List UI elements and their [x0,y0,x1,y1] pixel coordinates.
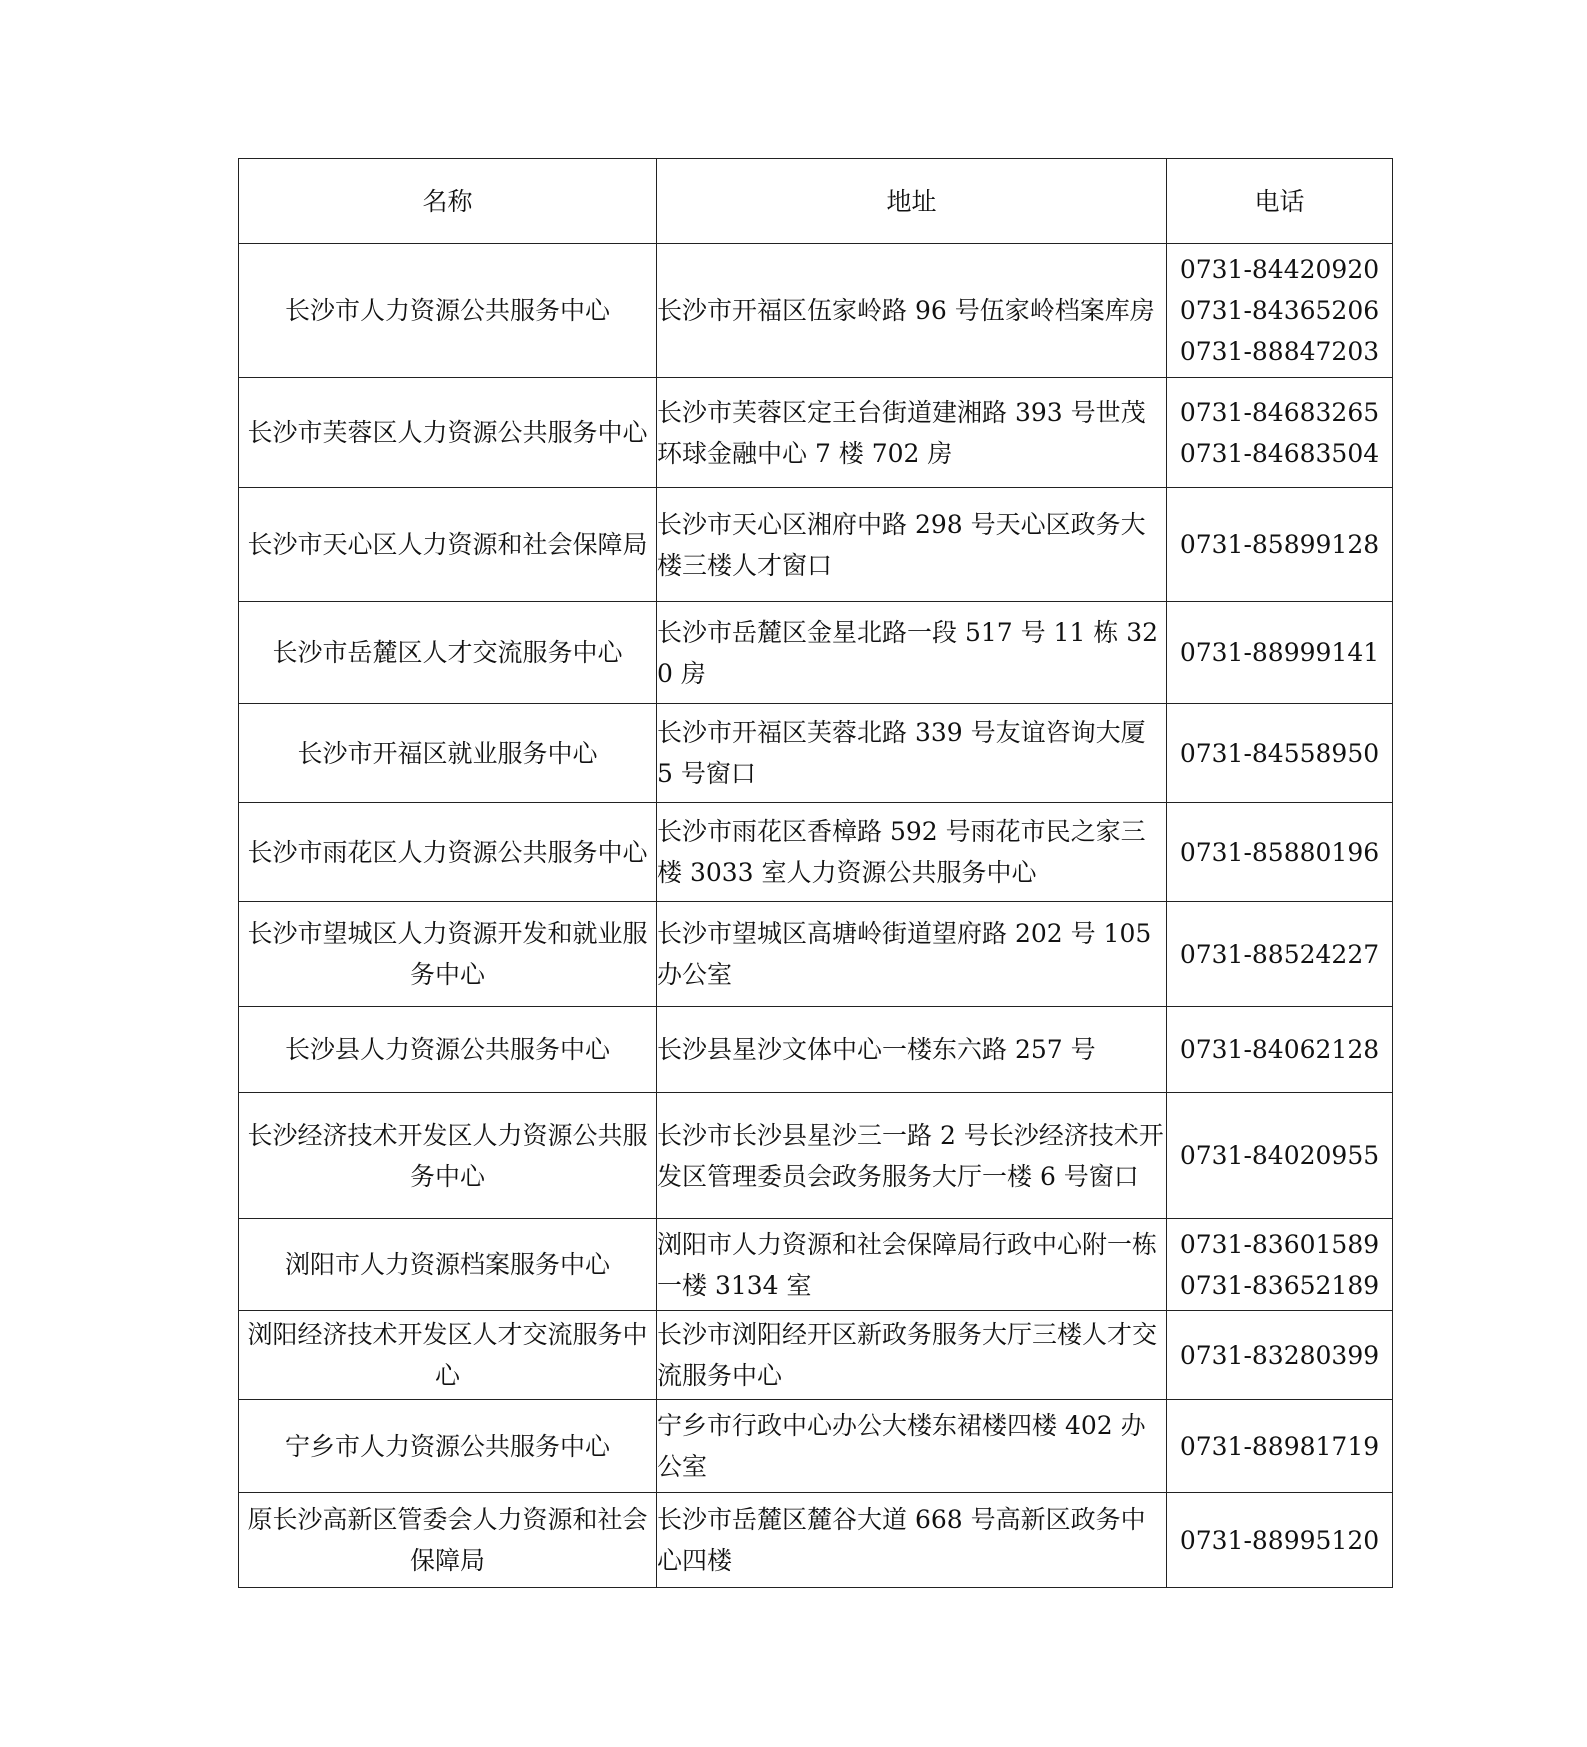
header-phone: 电话 [1167,159,1393,244]
row-phone [1167,704,1393,803]
phone-number: 0731-83280399 [1179,1340,1380,1370]
phone-number: 0731-83601589 [1179,1229,1380,1259]
row-name: 浏阳经济技术开发区人才交流服务中心 [239,1311,657,1400]
row-phone [1167,244,1393,378]
row-name: 长沙市人力资源公共服务中心 [239,244,657,378]
phone-number: 0731-88847203 [1179,337,1380,366]
row-address: 长沙市岳麓区金星北路一段 517 号 11 栋 320 房 [657,602,1167,704]
row-phone [1167,902,1393,1007]
row-phone [1167,803,1393,902]
table-row [239,1219,1393,1311]
row-phone [1167,1400,1393,1493]
row-address: 长沙市岳麓区麓谷大道 668 号高新区政务中心四楼 [657,1493,1167,1588]
row-phone [1167,1007,1393,1093]
phone-number: 0731-84420920 [1179,255,1380,284]
row-address: 长沙市望城区高塘岭街道望府路 202 号 105 办公室 [657,902,1167,1007]
row-phone [1167,602,1393,704]
phone-number: 0731-84683265 [1179,397,1380,427]
phone-number: 0731-85899128 [1179,530,1380,559]
row-phone [1167,378,1393,488]
phone-number: 0731-83652189 [1179,1270,1380,1300]
phone-number: 0731-88524227 [1179,939,1380,969]
table-row [239,1093,1393,1219]
table-row [239,488,1393,602]
table-row [239,244,1393,378]
row-phone [1167,1093,1393,1219]
row-phone [1167,488,1393,602]
phone-number: 0731-85880196 [1179,837,1380,867]
row-address: 长沙市芙蓉区定王台街道建湘路 393 号世茂环球金融中心 7 楼 702 房 [657,378,1167,488]
table-row [239,902,1393,1007]
table-row [239,1007,1393,1093]
row-address: 长沙市开福区伍家岭路 96 号伍家岭档案库房 [657,244,1167,378]
row-address: 长沙市长沙县星沙三一路 2 号长沙经济技术开发区管理委员会政务服务大厅一楼 6 号窗口 [657,1093,1167,1219]
row-phone [1167,1219,1393,1311]
phone-number: 0731-84683504 [1179,438,1380,468]
row-address: 浏阳市人力资源和社会保障局行政中心附一栋一楼 3134 室 [657,1219,1167,1311]
phone-number: 0731-88995120 [1179,1525,1380,1555]
row-address: 宁乡市行政中心办公大楼东裙楼四楼 402 办公室 [657,1400,1167,1493]
row-name: 宁乡市人力资源公共服务中心 [239,1400,657,1493]
table-row [239,1311,1393,1400]
table-row [239,602,1393,704]
table-row [239,378,1393,488]
row-name: 原长沙高新区管委会人力资源和社会保障局 [239,1493,657,1588]
row-address: 长沙县星沙文体中心一楼东六路 257 号 [657,1007,1167,1093]
phone-number: 0731-88999141 [1179,638,1380,667]
row-name: 长沙市望城区人力资源开发和就业服务中心 [239,902,657,1007]
phone-number: 0731-84062128 [1179,1035,1380,1064]
phone-number: 0731-84365206 [1179,296,1380,325]
row-phone [1167,1311,1393,1400]
row-name: 长沙市岳麓区人才交流服务中心 [239,602,657,704]
row-name: 长沙县人力资源公共服务中心 [239,1007,657,1093]
row-name: 长沙市开福区就业服务中心 [239,704,657,803]
row-address: 长沙市天心区湘府中路 298 号天心区政务大楼三楼人才窗口 [657,488,1167,602]
header-name: 名称 [239,159,657,244]
table-row [239,704,1393,803]
row-name: 长沙市芙蓉区人力资源公共服务中心 [239,378,657,488]
table-row [239,1493,1393,1588]
phone-number: 0731-84558950 [1179,738,1380,768]
service-center-table [238,158,1393,1588]
table-header-row [239,159,1393,244]
phone-number: 0731-88981719 [1179,1431,1380,1461]
row-address: 长沙市浏阳经开区新政务服务大厅三楼人才交流服务中心 [657,1311,1167,1400]
row-address: 长沙市雨花区香樟路 592 号雨花市民之家三楼 3033 室人力资源公共服务中心 [657,803,1167,902]
table-row [239,803,1393,902]
row-name: 长沙市天心区人力资源和社会保障局 [239,488,657,602]
row-name: 浏阳市人力资源档案服务中心 [239,1219,657,1311]
row-name: 长沙经济技术开发区人力资源公共服务中心 [239,1093,657,1219]
table-row [239,1400,1393,1493]
header-address: 地址 [657,159,1167,244]
row-address: 长沙市开福区芙蓉北路 339 号友谊咨询大厦 5 号窗口 [657,704,1167,803]
row-name: 长沙市雨花区人力资源公共服务中心 [239,803,657,902]
row-phone [1167,1493,1393,1588]
phone-number: 0731-84020955 [1179,1141,1380,1170]
